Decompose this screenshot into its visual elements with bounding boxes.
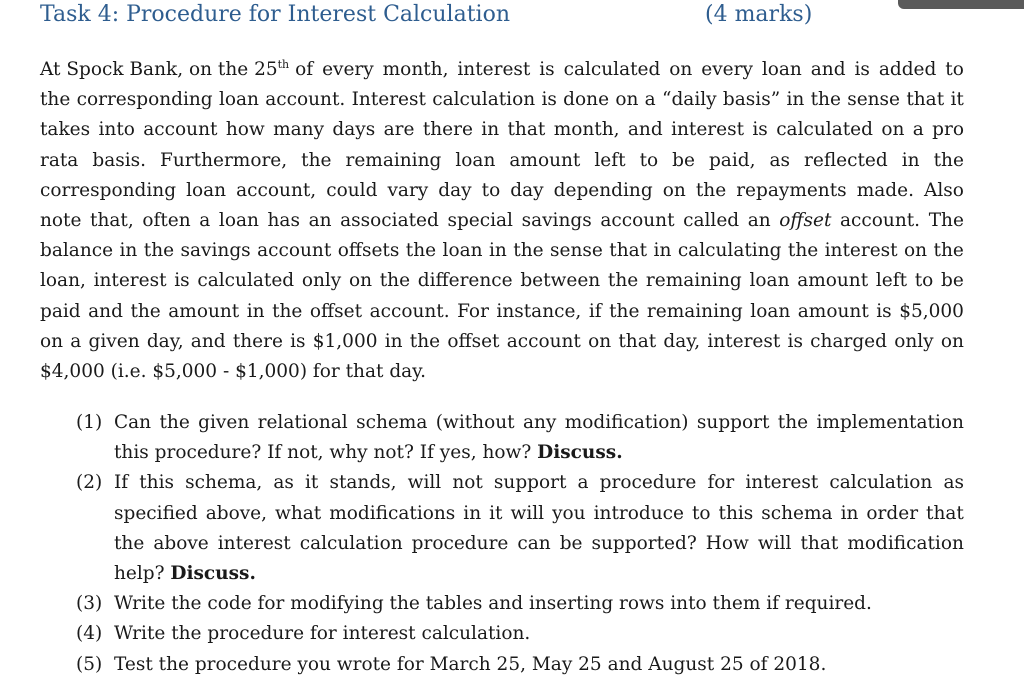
question-item bbox=[76, 619, 964, 649]
paragraph-line: the corresponding loan account. Interest calculation is done on a “daily basis” in the sense that it bbox=[40, 89, 964, 111]
offset-term: offset bbox=[779, 209, 832, 231]
question-line: this procedure? If not, why not? If yes, how? Discuss. bbox=[114, 442, 623, 464]
paragraph-line: takes into account how many days are there in that month, and interest is calculated on a pro bbox=[40, 119, 964, 141]
paragraph-line: note that, often a loan has an associated special savings account called an offset account. The bbox=[40, 206, 964, 236]
question-line: Write the code for modifying the tables and inserting rows into them if required. bbox=[114, 593, 872, 615]
question-item bbox=[76, 408, 964, 468]
paragraph-line: corresponding loan account, could vary day to day depending on the repayments made. Also bbox=[40, 179, 964, 201]
discuss-label: Discuss. bbox=[170, 562, 256, 584]
question-line: the above interest calculation procedure can be supported? How will that modification bbox=[114, 532, 964, 554]
window-top-bar bbox=[898, 0, 1024, 9]
question-item bbox=[76, 650, 964, 680]
paragraph-line: At Spock Bank, on the 25th of every month, interest is calculated on every loan and is added to bbox=[40, 58, 964, 80]
task-marks: (4 marks) bbox=[705, 2, 813, 27]
question-number: (5) bbox=[76, 653, 103, 675]
question-line: Can the given relational schema (without any modification) support the implementation bbox=[114, 412, 964, 433]
question-number: (1) bbox=[76, 412, 103, 433]
paragraph-line: on a given day, and there is $1,000 in the offset account on that day, interest is charged only on bbox=[40, 330, 964, 352]
question-line: Write the procedure for interest calculation. bbox=[114, 623, 531, 645]
intro-paragraph bbox=[40, 55, 964, 387]
task-title: Task 4: Procedure for Interest Calculation bbox=[40, 2, 510, 27]
question-number: (3) bbox=[76, 593, 103, 615]
question-line: help? Discuss. bbox=[114, 562, 256, 584]
question-item bbox=[76, 589, 964, 619]
paragraph-line: balance in the savings account offsets the loan in the sense that in calculating the interest on the bbox=[40, 240, 964, 262]
paragraph-line: paid and the amount in the offset account. For instance, if the remaining loan amount is $5,000 bbox=[40, 300, 964, 322]
paragraph-line: loan, interest is calculated only on the difference between the remaining loan amount left to be bbox=[40, 270, 964, 292]
question-list bbox=[76, 408, 964, 680]
question-item bbox=[76, 468, 964, 589]
question-line: specified above, what modifications in it will you introduce to this schema in order that bbox=[114, 502, 964, 524]
question-number: (4) bbox=[76, 623, 103, 645]
paragraph-line: rata basis. Furthermore, the remaining loan amount left to be paid, as reflected in the bbox=[40, 149, 964, 171]
paragraph-line: $4,000 (i.e. $5,000 - $1,000) for that day. bbox=[40, 360, 427, 382]
discuss-label: Discuss. bbox=[537, 442, 623, 464]
question-number: (2) bbox=[76, 472, 103, 494]
question-line: Test the procedure you wrote for March 25, May 25 and August 25 of 2018. bbox=[114, 653, 827, 675]
question-line: If this schema, as it stands, will not support a procedure for interest calculation as bbox=[114, 472, 964, 494]
